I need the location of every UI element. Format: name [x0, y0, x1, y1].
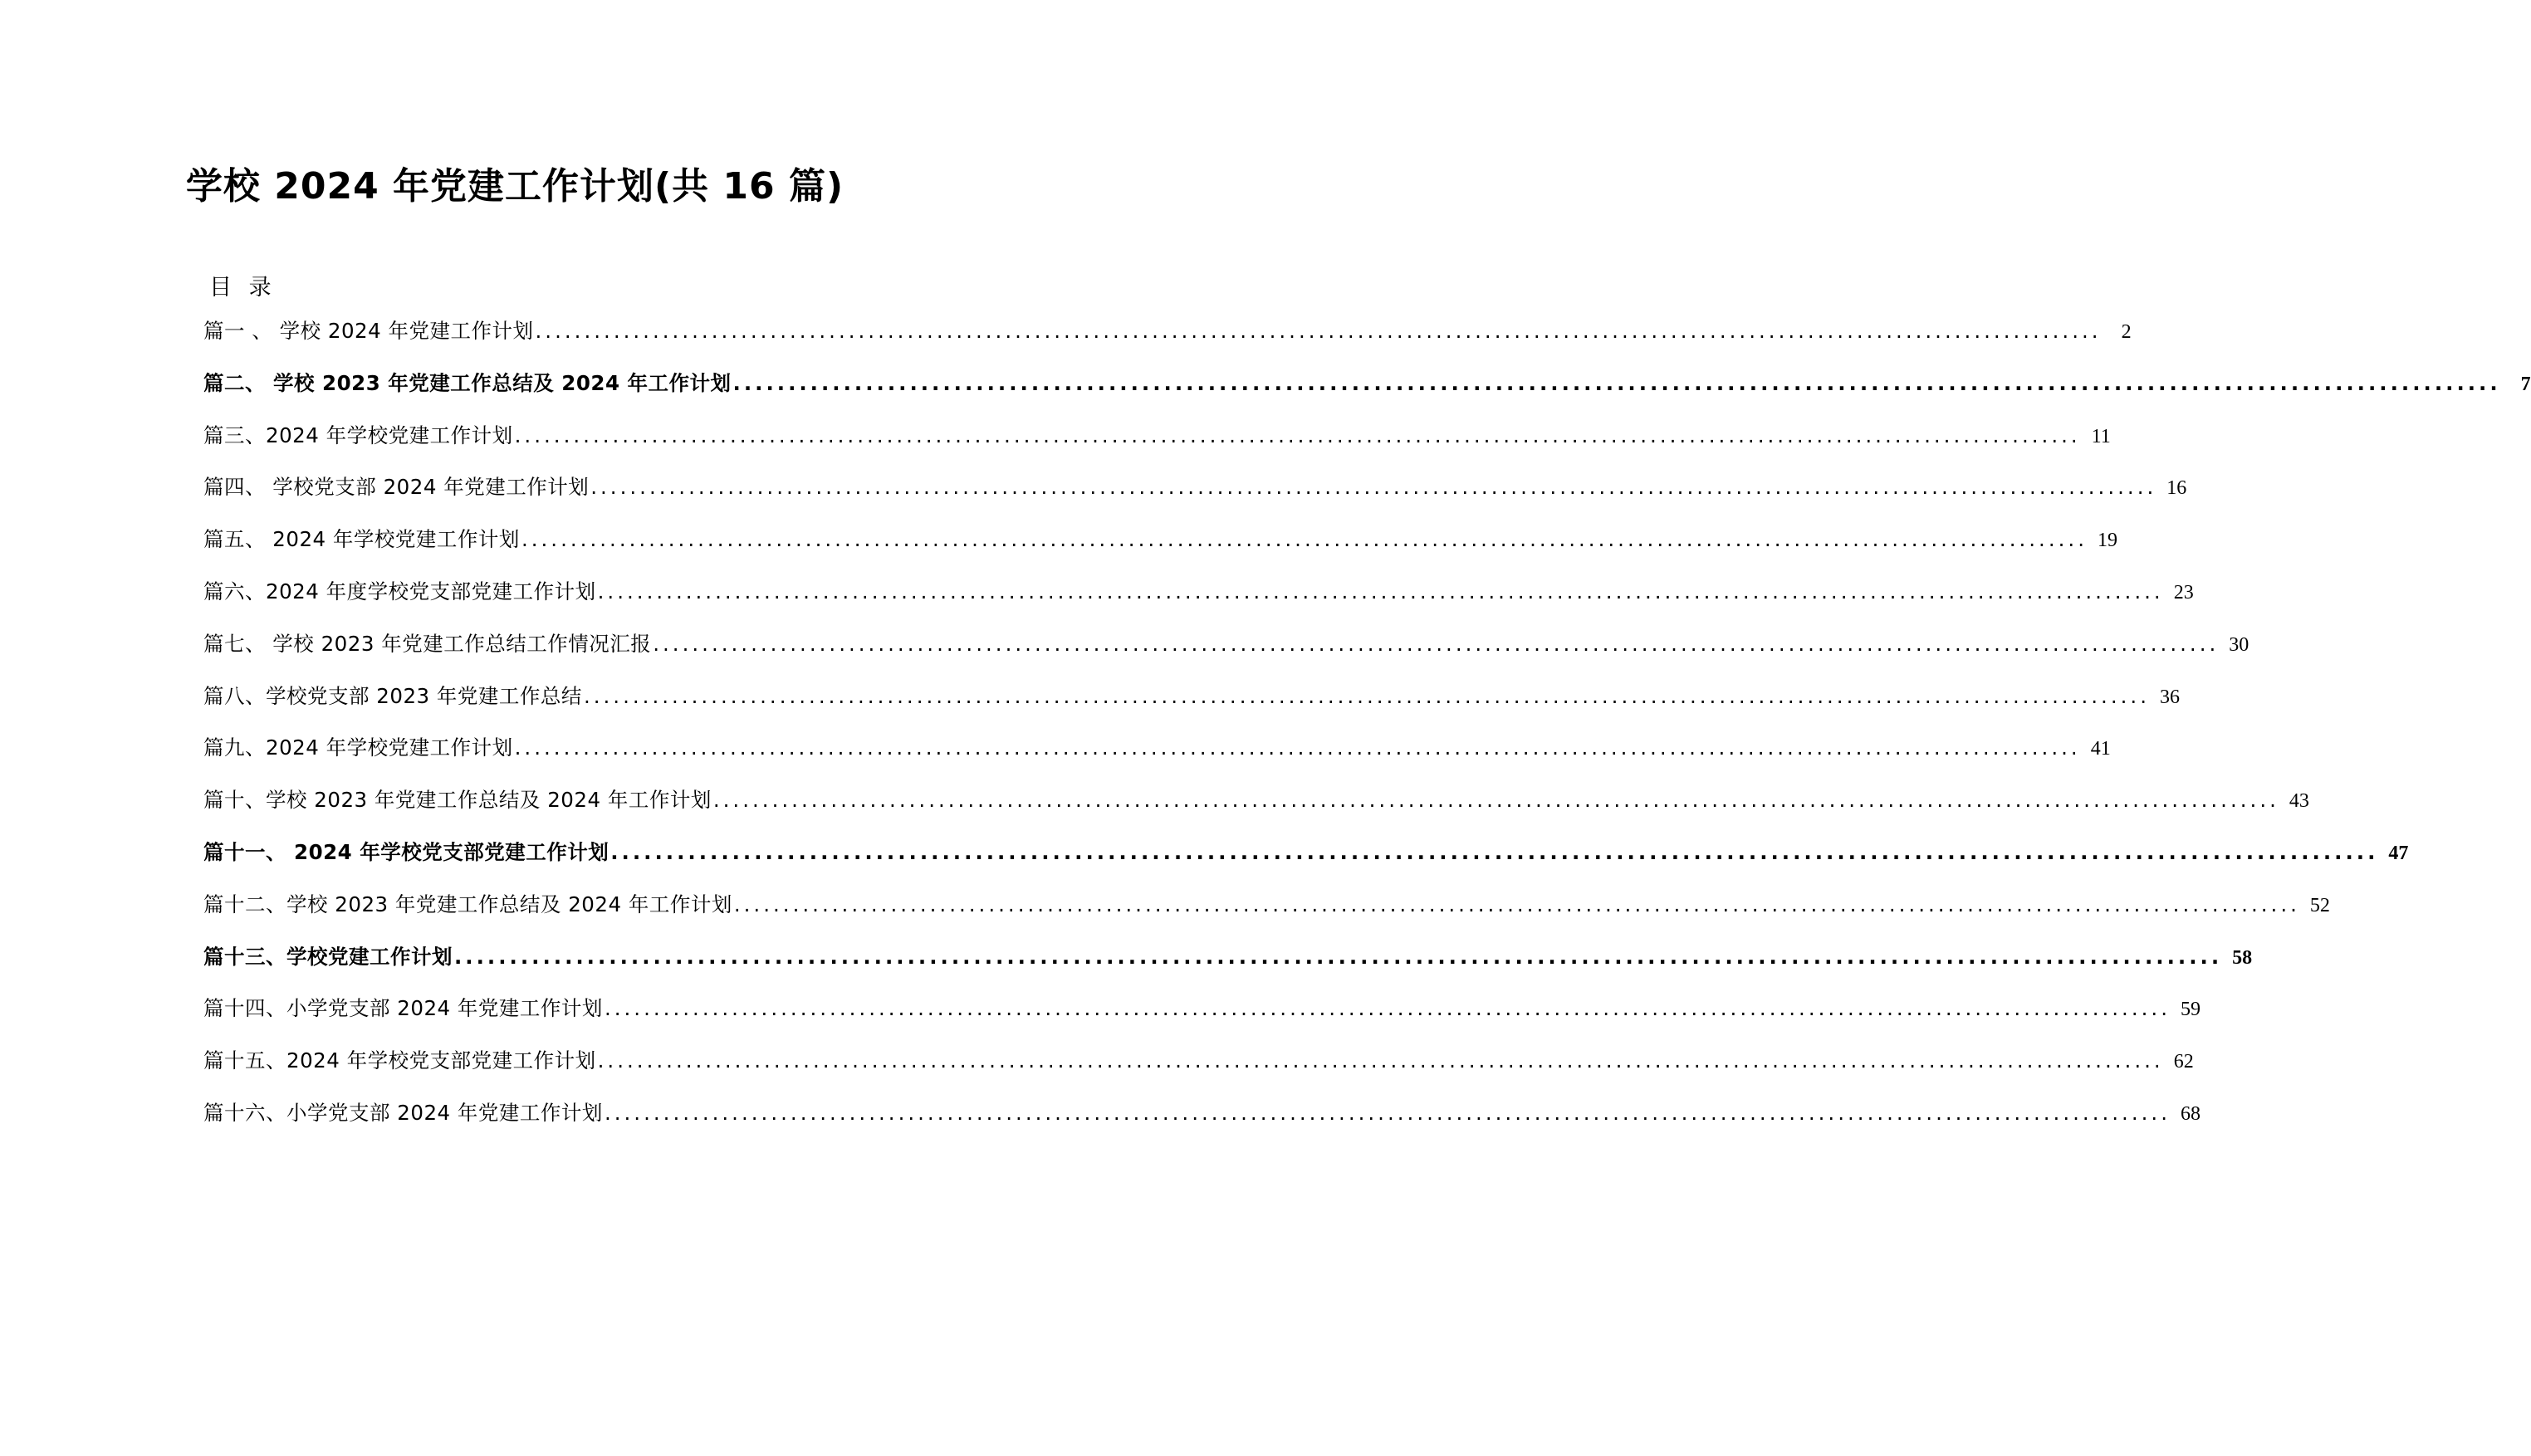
- toc-entry-page-number: 2: [2121, 321, 2132, 343]
- toc-entry[interactable]: [203, 837, 2409, 889]
- toc-dot-leader: ................................................................................................................................................................: [653, 631, 2220, 656]
- table-of-contents: [203, 315, 2531, 1150]
- toc-dot-leader: ................................................................................................................................................................: [590, 475, 2157, 500]
- toc-dot-leader: ................................................................................................................................................................: [535, 319, 2102, 343]
- toc-entry[interactable]: [203, 524, 2117, 576]
- toc-entry-page-number: 41: [2090, 738, 2111, 760]
- toc-entry-label: 篇六、2024 年度学校党支部党建工作计划: [203, 579, 596, 603]
- toc-dot-leader: ................................................................................................................................................................: [454, 944, 2223, 969]
- toc-entry-page-number: 11: [2091, 425, 2111, 447]
- toc-entry-page-number: 58: [2232, 946, 2253, 969]
- toc-entry-label: 篇一 、 学校 2024 年党建工作计划: [203, 319, 534, 343]
- toc-dot-leader: ................................................................................................................................................................: [604, 996, 2171, 1021]
- toc-entry-label: 篇十二、学校 2023 年党建工作总结及 2024 年工作计划: [203, 892, 732, 916]
- toc-dot-leader: ................................................................................................................................................................: [712, 788, 2279, 813]
- toc-entry-page-number: 7: [2520, 373, 2531, 395]
- toc-dot-leader: ................................................................................................................................................................: [514, 735, 2081, 760]
- toc-entry[interactable]: [203, 784, 2309, 837]
- toc-entry-label: 篇十四、小学党支部 2024 年党建工作计划: [203, 996, 603, 1021]
- toc-dot-leader: ................................................................................................................................................................: [514, 423, 2081, 447]
- toc-entry-page-number: 52: [2309, 894, 2330, 916]
- toc-entry[interactable]: [203, 420, 2111, 472]
- toc-entry-page-number: 36: [2160, 686, 2180, 708]
- toc-entry-label: 篇八、学校党支部 2023 年党建工作总结: [203, 683, 582, 708]
- document-title: 学校 2024 年党建工作计划(共 16 篇): [185, 165, 844, 208]
- toc-entry-label: 篇七、 学校 2023 年党建工作总结工作情况汇报: [203, 631, 652, 656]
- toc-dot-leader: ................................................................................................................................................................: [583, 683, 2150, 708]
- toc-entry-label: 篇九、2024 年学校党建工作计划: [203, 735, 513, 760]
- toc-entry-label: 篇十三、学校党建工作计划: [203, 944, 453, 969]
- toc-entry[interactable]: [203, 681, 2180, 733]
- toc-dot-leader: ................................................................................................................................................................: [521, 527, 2088, 552]
- toc-entry-page-number: 16: [2166, 477, 2187, 500]
- toc-entry-page-number: 30: [2229, 633, 2250, 656]
- toc-dot-leader: ................................................................................................................................................................: [597, 579, 2164, 603]
- toc-entry-page-number: 59: [2181, 999, 2201, 1021]
- toc-entry[interactable]: [203, 628, 2250, 681]
- toc-heading: 目 录: [209, 275, 272, 300]
- toc-entry-page-number: 19: [2098, 530, 2117, 552]
- toc-entry[interactable]: [203, 471, 2187, 524]
- toc-entry-label: 篇十六、小学党支部 2024 年党建工作计划: [203, 1100, 603, 1125]
- toc-entry[interactable]: [203, 941, 2253, 994]
- toc-entry-label: 篇三、2024 年学校党建工作计划: [203, 423, 513, 447]
- toc-entry[interactable]: [203, 576, 2194, 628]
- toc-entry-label: 篇十、学校 2023 年党建工作总结及 2024 年工作计划: [203, 788, 712, 813]
- toc-entry-label: 篇十五、2024 年学校党支部党建工作计划: [203, 1048, 596, 1073]
- toc-entry[interactable]: [203, 315, 2132, 368]
- toc-entry[interactable]: [203, 368, 2531, 420]
- toc-dot-leader: ................................................................................................................................................................: [733, 892, 2300, 916]
- toc-entry-label: 篇四、 学校党支部 2024 年党建工作计划: [203, 475, 590, 500]
- toc-entry[interactable]: [203, 993, 2201, 1045]
- toc-entry-page-number: 23: [2173, 581, 2194, 603]
- toc-entry-page-number: 68: [2181, 1102, 2201, 1125]
- toc-entry[interactable]: [203, 1097, 2201, 1150]
- toc-dot-leader: ................................................................................................................................................................: [732, 370, 2501, 395]
- toc-entry-page-number: 43: [2289, 790, 2309, 813]
- toc-dot-leader: ................................................................................................................................................................: [597, 1048, 2164, 1073]
- toc-entry[interactable]: [203, 732, 2111, 784]
- toc-entry-label: 篇五、 2024 年学校党建工作计划: [203, 527, 520, 552]
- toc-entry-label: 篇十一、 2024 年学校党支部党建工作计划: [203, 839, 609, 864]
- toc-entry-page-number: 47: [2388, 842, 2409, 864]
- toc-dot-leader: ................................................................................................................................................................: [610, 839, 2379, 864]
- toc-dot-leader: ................................................................................................................................................................: [604, 1100, 2171, 1125]
- toc-entry-label: 篇二、 学校 2023 年党建工作总结及 2024 年工作计划: [203, 370, 732, 395]
- toc-entry[interactable]: [203, 1045, 2194, 1097]
- toc-entry[interactable]: [203, 889, 2330, 941]
- toc-entry-page-number: 62: [2173, 1051, 2194, 1073]
